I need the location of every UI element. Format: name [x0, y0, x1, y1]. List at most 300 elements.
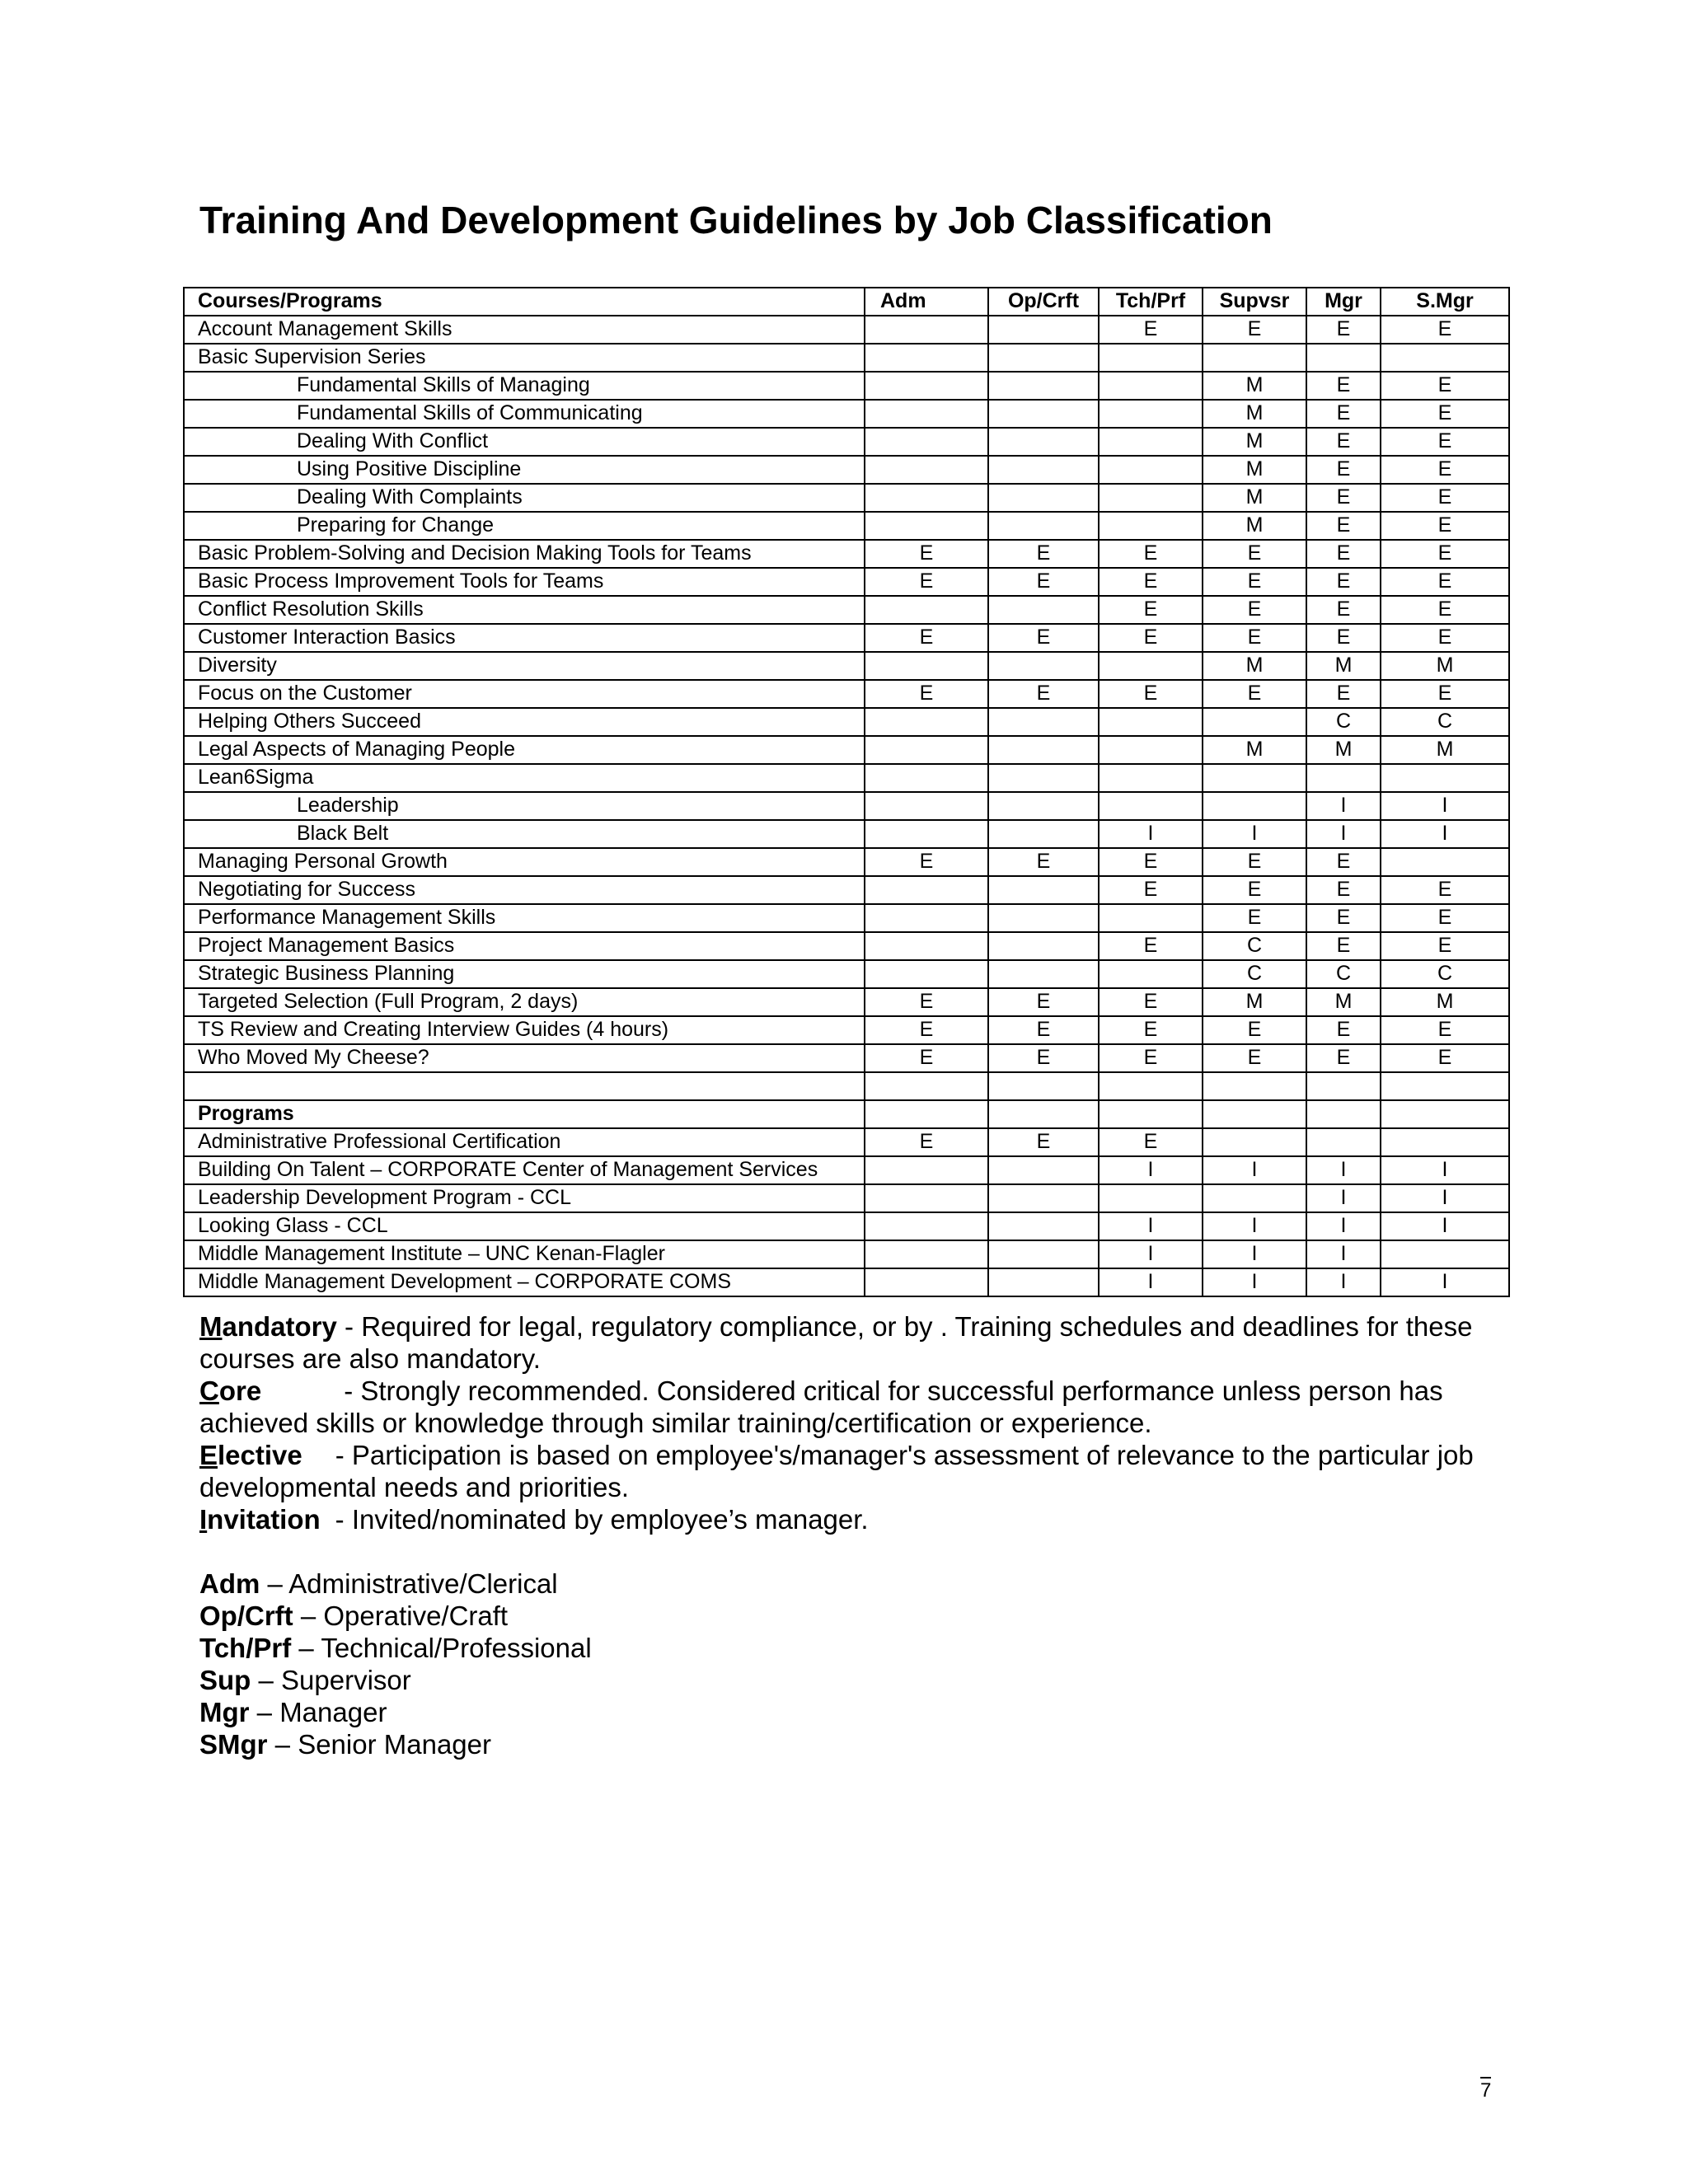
- table-row: [184, 1156, 1509, 1184]
- classification-cell: I: [1381, 1268, 1509, 1296]
- legend-mandatory-text: - Required for legal, regulatory compliance, or by . Training schedules and deadlines for these courses are also mandatory.: [199, 1311, 1473, 1374]
- table-body: [184, 316, 1509, 1296]
- legend-invitation: [199, 1503, 1518, 1535]
- classification-cell: [1203, 1100, 1306, 1128]
- classification-cell: E: [1306, 456, 1381, 484]
- classification-cell: M: [1203, 736, 1306, 764]
- classification-cell: C: [1381, 960, 1509, 988]
- legend-core: [199, 1375, 1518, 1439]
- classification-cell: E: [1099, 680, 1203, 708]
- table-row: [184, 1268, 1509, 1296]
- abbreviation-item: [199, 1664, 1518, 1696]
- classification-cell: M: [1203, 512, 1306, 540]
- abbreviation-key: Op/Crft: [199, 1601, 293, 1631]
- classification-cell: [988, 960, 1099, 988]
- course-name-cell: Leadership Development Program - CCL: [184, 1184, 865, 1212]
- classification-cell: E: [1099, 596, 1203, 624]
- classification-cell: [988, 736, 1099, 764]
- classification-cell: [1099, 652, 1203, 680]
- classification-cell: M: [1203, 372, 1306, 400]
- classification-cell: [988, 596, 1099, 624]
- classification-cell: [1203, 1128, 1306, 1156]
- classification-cell: [865, 1100, 988, 1128]
- classification-cell: I: [1381, 1212, 1509, 1240]
- table-row: [184, 708, 1509, 736]
- legend-elective-term: [199, 1440, 302, 1470]
- classification-cell: E: [988, 568, 1099, 596]
- course-name-cell: Lean6Sigma: [184, 764, 865, 792]
- classification-cell: [865, 1184, 988, 1212]
- classification-cell: [1099, 708, 1203, 736]
- abbreviation-item: [199, 1696, 1518, 1728]
- classification-cell: I: [1203, 1240, 1306, 1268]
- classification-cell: I: [1381, 792, 1509, 820]
- classification-cell: E: [1381, 316, 1509, 344]
- abbreviation-text: – Supervisor: [251, 1665, 411, 1695]
- classification-cell: I: [1306, 1212, 1381, 1240]
- classification-cell: I: [1099, 1268, 1203, 1296]
- table-row: [184, 904, 1509, 932]
- course-name-cell: Customer Interaction Basics: [184, 624, 865, 652]
- classification-cell: [988, 372, 1099, 400]
- course-name-cell: Fundamental Skills of Communicating: [184, 400, 865, 428]
- abbreviation-text: – Technical/Professional: [291, 1633, 592, 1663]
- legend-elective-initial: E: [199, 1440, 218, 1470]
- table-row: [184, 792, 1509, 820]
- classification-cell: [865, 652, 988, 680]
- classification-cell: E: [1381, 596, 1509, 624]
- course-name-cell: Looking Glass - CCL: [184, 1212, 865, 1240]
- classification-cell: [865, 1212, 988, 1240]
- classification-cell: E: [1381, 1016, 1509, 1044]
- legend-invitation-text: - Invited/nominated by employee’s manager.: [335, 1504, 869, 1535]
- classification-cell: [1099, 904, 1203, 932]
- classification-cell: E: [1099, 1044, 1203, 1072]
- classification-cell: E: [1203, 568, 1306, 596]
- classification-cell: [865, 372, 988, 400]
- classification-cell: E: [865, 540, 988, 568]
- course-name-cell: Diversity: [184, 652, 865, 680]
- classification-cell: C: [1203, 960, 1306, 988]
- guidelines-table: [183, 287, 1510, 1297]
- course-name-cell: Using Positive Discipline: [184, 456, 865, 484]
- classification-cell: M: [1203, 456, 1306, 484]
- classification-cell: [988, 876, 1099, 904]
- classification-cell: E: [1306, 372, 1381, 400]
- classification-cell: [988, 1072, 1099, 1100]
- classification-cell: E: [865, 1044, 988, 1072]
- classification-cell: E: [1306, 316, 1381, 344]
- classification-cell: M: [1306, 736, 1381, 764]
- classification-cell: E: [865, 1016, 988, 1044]
- classification-cell: [1099, 344, 1203, 372]
- classification-cell: [1306, 1100, 1381, 1128]
- course-name-cell: Middle Management Institute – UNC Kenan-Flagler: [184, 1240, 865, 1268]
- classification-cell: [1203, 344, 1306, 372]
- classification-cell: E: [1306, 624, 1381, 652]
- table-row: [184, 428, 1509, 456]
- course-name-cell: Building On Talent – CORPORATE Center of Management Services: [184, 1156, 865, 1184]
- classification-cell: M: [1381, 652, 1509, 680]
- abbreviation-list: [199, 1568, 1518, 1760]
- header-op-crft: Op/Crft: [988, 288, 1099, 316]
- classification-cell: E: [1381, 512, 1509, 540]
- legend: [199, 1310, 1518, 1760]
- classification-cell: E: [1203, 876, 1306, 904]
- classification-cell: E: [1306, 568, 1381, 596]
- course-name-cell: Basic Problem-Solving and Decision Making Tools for Teams: [184, 540, 865, 568]
- classification-cell: E: [1203, 848, 1306, 876]
- abbreviation-key: Tch/Prf: [199, 1633, 292, 1663]
- legend-elective-text: - Participation is based on employee's/manager's assessment of relevance to the particular job developmental needs and priorities.: [199, 1440, 1474, 1502]
- classification-cell: E: [1306, 680, 1381, 708]
- classification-cell: [1203, 764, 1306, 792]
- classification-cell: [865, 1240, 988, 1268]
- classification-cell: E: [1306, 428, 1381, 456]
- course-name-cell: [184, 1072, 865, 1100]
- classification-cell: [865, 344, 988, 372]
- classification-cell: [1099, 484, 1203, 512]
- classification-cell: I: [1203, 1268, 1306, 1296]
- classification-cell: E: [1381, 428, 1509, 456]
- classification-cell: [865, 736, 988, 764]
- classification-cell: [865, 316, 988, 344]
- page-number: 7: [1480, 2077, 1491, 2102]
- classification-cell: I: [1306, 1268, 1381, 1296]
- classification-cell: E: [1381, 568, 1509, 596]
- table-row: [184, 1016, 1509, 1044]
- header-courses-programs: Courses/Programs: [184, 288, 865, 316]
- classification-cell: [988, 1212, 1099, 1240]
- classification-cell: I: [1306, 1184, 1381, 1212]
- course-name-cell: Dealing With Complaints: [184, 484, 865, 512]
- course-name-cell: Programs: [184, 1100, 865, 1128]
- classification-cell: [1099, 736, 1203, 764]
- table-row: [184, 1128, 1509, 1156]
- table-row: [184, 1072, 1509, 1100]
- course-name-cell: Preparing for Change: [184, 512, 865, 540]
- classification-cell: I: [1203, 1212, 1306, 1240]
- classification-cell: [1099, 792, 1203, 820]
- classification-cell: [988, 344, 1099, 372]
- classification-cell: E: [1099, 624, 1203, 652]
- classification-cell: E: [1099, 848, 1203, 876]
- classification-cell: M: [1381, 736, 1509, 764]
- classification-cell: E: [1099, 988, 1203, 1016]
- course-name-cell: Targeted Selection (Full Program, 2 days): [184, 988, 865, 1016]
- classification-cell: [1099, 512, 1203, 540]
- classification-cell: E: [988, 540, 1099, 568]
- classification-cell: [988, 904, 1099, 932]
- classification-cell: E: [1306, 484, 1381, 512]
- legend-core-rest: ore: [218, 1376, 262, 1406]
- page-title: Training And Development Guidelines by Job Classification: [199, 199, 1273, 241]
- classification-cell: C: [1381, 708, 1509, 736]
- classification-cell: E: [1381, 876, 1509, 904]
- classification-cell: E: [1306, 512, 1381, 540]
- classification-cell: [988, 764, 1099, 792]
- classification-cell: E: [1099, 316, 1203, 344]
- classification-cell: E: [1099, 540, 1203, 568]
- classification-cell: I: [1306, 1240, 1381, 1268]
- course-name-cell: Leadership: [184, 792, 865, 820]
- classification-cell: I: [1381, 1184, 1509, 1212]
- abbreviation-item: [199, 1568, 1518, 1600]
- classification-cell: [988, 1240, 1099, 1268]
- classification-cell: [865, 428, 988, 456]
- classification-cell: [988, 792, 1099, 820]
- abbreviation-key: Adm: [199, 1568, 260, 1599]
- classification-cell: E: [1381, 624, 1509, 652]
- classification-cell: [865, 876, 988, 904]
- legend-core-term: [199, 1376, 261, 1406]
- classification-cell: [865, 1072, 988, 1100]
- header-supvsr: Supvsr: [1203, 288, 1306, 316]
- classification-cell: E: [1306, 1016, 1381, 1044]
- classification-cell: E: [1099, 876, 1203, 904]
- classification-cell: E: [1306, 876, 1381, 904]
- classification-cell: E: [865, 624, 988, 652]
- classification-cell: I: [1306, 820, 1381, 848]
- table-row: [184, 484, 1509, 512]
- table-row: [184, 736, 1509, 764]
- classification-cell: E: [988, 848, 1099, 876]
- classification-cell: C: [1203, 932, 1306, 960]
- classification-cell: M: [1203, 400, 1306, 428]
- abbreviation-item: [199, 1728, 1518, 1760]
- classification-cell: [1099, 428, 1203, 456]
- classification-cell: [1381, 1072, 1509, 1100]
- classification-cell: [865, 1156, 988, 1184]
- table-row: [184, 316, 1509, 344]
- classification-cell: E: [865, 988, 988, 1016]
- course-name-cell: Basic Process Improvement Tools for Teams: [184, 568, 865, 596]
- classification-cell: [1099, 372, 1203, 400]
- classification-cell: I: [1099, 1212, 1203, 1240]
- table-row: [184, 568, 1509, 596]
- classification-cell: I: [1203, 820, 1306, 848]
- classification-cell: [988, 820, 1099, 848]
- classification-cell: [988, 1268, 1099, 1296]
- classification-cell: E: [1203, 904, 1306, 932]
- legend-elective-rest: lective: [218, 1440, 302, 1470]
- classification-cell: [988, 456, 1099, 484]
- classification-cell: M: [1203, 428, 1306, 456]
- classification-cell: C: [1306, 708, 1381, 736]
- classification-cell: E: [1099, 1016, 1203, 1044]
- course-name-cell: Project Management Basics: [184, 932, 865, 960]
- table-row: [184, 596, 1509, 624]
- table-row: [184, 512, 1509, 540]
- table-row: [184, 876, 1509, 904]
- classification-cell: [1203, 708, 1306, 736]
- classification-cell: E: [865, 1128, 988, 1156]
- abbreviation-key: SMgr: [199, 1729, 268, 1760]
- classification-cell: E: [1306, 540, 1381, 568]
- classification-cell: E: [1381, 540, 1509, 568]
- classification-cell: E: [1203, 624, 1306, 652]
- classification-cell: E: [1099, 932, 1203, 960]
- classification-cell: [1099, 764, 1203, 792]
- classification-cell: E: [1381, 1044, 1509, 1072]
- classification-cell: [1381, 344, 1509, 372]
- abbreviation-text: – Administrative/Clerical: [260, 1568, 558, 1599]
- classification-cell: [1203, 792, 1306, 820]
- classification-cell: I: [1203, 1156, 1306, 1184]
- legend-invitation-initial: I: [199, 1504, 208, 1535]
- abbreviation-key: Mgr: [199, 1697, 250, 1727]
- classification-cell: [1099, 400, 1203, 428]
- table-row: [184, 1240, 1509, 1268]
- course-name-cell: Negotiating for Success: [184, 876, 865, 904]
- classification-cell: [865, 792, 988, 820]
- classification-cell: [1381, 1240, 1509, 1268]
- classification-cell: E: [865, 680, 988, 708]
- classification-cell: I: [1381, 1156, 1509, 1184]
- classification-cell: E: [1203, 1016, 1306, 1044]
- table-row: [184, 764, 1509, 792]
- classification-cell: [988, 932, 1099, 960]
- classification-cell: M: [1203, 652, 1306, 680]
- classification-cell: M: [1203, 988, 1306, 1016]
- classification-cell: I: [1306, 792, 1381, 820]
- classification-cell: E: [988, 1016, 1099, 1044]
- course-name-cell: Dealing With Conflict: [184, 428, 865, 456]
- classification-cell: [988, 1184, 1099, 1212]
- classification-cell: E: [988, 624, 1099, 652]
- classification-cell: E: [1306, 904, 1381, 932]
- classification-cell: [988, 428, 1099, 456]
- table-row: [184, 932, 1509, 960]
- classification-cell: [1306, 344, 1381, 372]
- abbreviation-text: – Operative/Craft: [293, 1601, 509, 1631]
- legend-invitation-term: [199, 1504, 321, 1535]
- classification-cell: I: [1099, 1156, 1203, 1184]
- header-tch-prf: Tch/Prf: [1099, 288, 1203, 316]
- table-row: [184, 624, 1509, 652]
- classification-cell: [988, 1156, 1099, 1184]
- table-row: [184, 1044, 1509, 1072]
- course-name-cell: Basic Supervision Series: [184, 344, 865, 372]
- classification-cell: E: [1381, 372, 1509, 400]
- classification-cell: [988, 652, 1099, 680]
- classification-cell: M: [1306, 988, 1381, 1016]
- course-name-cell: Middle Management Development – CORPORATE COMS: [184, 1268, 865, 1296]
- table-header-row: [184, 288, 1509, 316]
- classification-cell: [865, 484, 988, 512]
- classification-cell: I: [1099, 1240, 1203, 1268]
- classification-cell: [1381, 848, 1509, 876]
- legend-mandatory-rest: andatory: [222, 1311, 337, 1342]
- table-row: [184, 680, 1509, 708]
- course-name-cell: Legal Aspects of Managing People: [184, 736, 865, 764]
- legend-mandatory: [199, 1310, 1518, 1375]
- classification-cell: [1306, 764, 1381, 792]
- classification-cell: [988, 400, 1099, 428]
- classification-cell: [865, 764, 988, 792]
- classification-cell: E: [1203, 316, 1306, 344]
- table-row: [184, 988, 1509, 1016]
- table-row: [184, 540, 1509, 568]
- legend-core-initial: C: [199, 1376, 219, 1406]
- abbreviation-item: [199, 1632, 1518, 1664]
- table-row: [184, 456, 1509, 484]
- classification-cell: [865, 400, 988, 428]
- classification-cell: E: [1099, 568, 1203, 596]
- classification-cell: [865, 596, 988, 624]
- table-row: [184, 1184, 1509, 1212]
- course-name-cell: Performance Management Skills: [184, 904, 865, 932]
- table-row: [184, 344, 1509, 372]
- classification-cell: [1306, 1128, 1381, 1156]
- classification-cell: I: [1099, 820, 1203, 848]
- abbreviation-text: – Manager: [249, 1697, 387, 1727]
- classification-cell: M: [1381, 988, 1509, 1016]
- classification-cell: [1203, 1072, 1306, 1100]
- classification-cell: [865, 512, 988, 540]
- classification-cell: E: [1306, 596, 1381, 624]
- classification-cell: [988, 512, 1099, 540]
- table-row: [184, 960, 1509, 988]
- classification-cell: [865, 960, 988, 988]
- classification-cell: E: [865, 568, 988, 596]
- classification-cell: I: [1306, 1156, 1381, 1184]
- classification-cell: [1099, 1100, 1203, 1128]
- classification-cell: [865, 820, 988, 848]
- classification-cell: [988, 316, 1099, 344]
- classification-cell: [1381, 1128, 1509, 1156]
- classification-cell: E: [988, 988, 1099, 1016]
- classification-cell: [865, 932, 988, 960]
- classification-cell: [1099, 1184, 1203, 1212]
- legend-mandatory-initial: M: [199, 1311, 223, 1342]
- abbreviation-text: – Senior Manager: [267, 1729, 491, 1760]
- classification-cell: E: [1306, 932, 1381, 960]
- table-row: [184, 820, 1509, 848]
- table-row: [184, 400, 1509, 428]
- classification-cell: [1306, 1072, 1381, 1100]
- classification-cell: E: [988, 680, 1099, 708]
- header-s-mgr: S.Mgr: [1381, 288, 1509, 316]
- table-row: [184, 652, 1509, 680]
- abbreviation-key: Sup: [199, 1665, 251, 1695]
- classification-cell: [865, 1268, 988, 1296]
- classification-cell: E: [1381, 484, 1509, 512]
- classification-cell: [1381, 764, 1509, 792]
- course-name-cell: Helping Others Succeed: [184, 708, 865, 736]
- course-name-cell: Managing Personal Growth: [184, 848, 865, 876]
- classification-cell: E: [1381, 680, 1509, 708]
- classification-cell: E: [988, 1044, 1099, 1072]
- classification-cell: E: [1203, 596, 1306, 624]
- course-name-cell: Focus on the Customer: [184, 680, 865, 708]
- legend-core-text: - Strongly recommended. Considered critical for successful performance unless person has achieved skills or knowledge through similar training/certification or experience.: [199, 1376, 1443, 1438]
- classification-cell: E: [1203, 680, 1306, 708]
- classification-cell: [1381, 1100, 1509, 1128]
- classification-cell: E: [1381, 932, 1509, 960]
- classification-cell: E: [988, 1128, 1099, 1156]
- classification-cell: E: [1203, 1044, 1306, 1072]
- course-name-cell: Fundamental Skills of Managing: [184, 372, 865, 400]
- legend-elective: [199, 1439, 1518, 1503]
- classification-cell: M: [1203, 484, 1306, 512]
- classification-cell: E: [1381, 456, 1509, 484]
- course-name-cell: Administrative Professional Certification: [184, 1128, 865, 1156]
- classification-cell: [988, 708, 1099, 736]
- classification-cell: E: [1381, 904, 1509, 932]
- classification-cell: [865, 708, 988, 736]
- legend-invitation-rest: nvitation: [207, 1504, 321, 1535]
